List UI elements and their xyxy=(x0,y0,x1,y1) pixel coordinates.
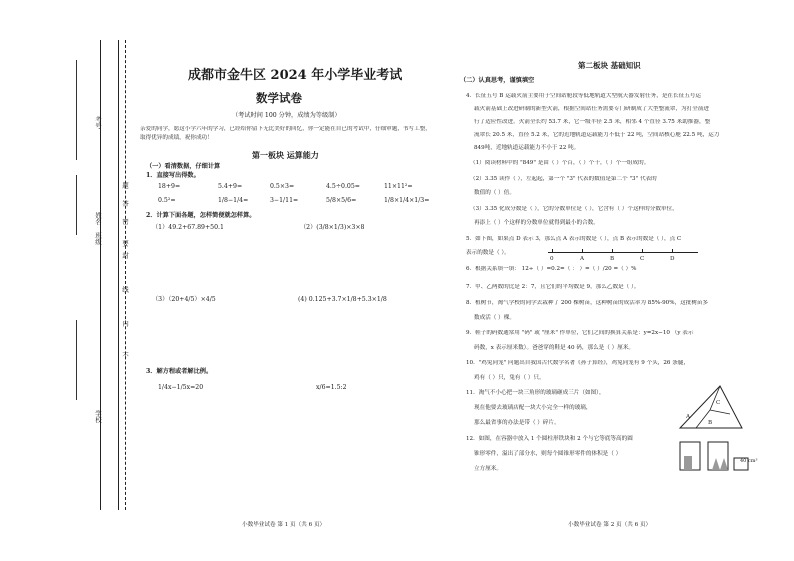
calc-1-4: 4.5÷0.05= xyxy=(326,183,360,190)
seal-6: 要 xyxy=(121,240,129,247)
cylinder-block xyxy=(684,456,692,470)
number-line-axis xyxy=(548,252,698,253)
shard-label-b: B xyxy=(708,420,713,426)
question-3: 3．解方程或者解比例。 xyxy=(146,368,213,375)
q12-line-2: 锥形零件，溢出了部分水，则每个圆锥形零件的体积是（ ） xyxy=(474,451,622,457)
nl-label-d: D xyxy=(670,256,675,262)
tick-b xyxy=(612,249,613,253)
q12-line-3: 立方厘米。 xyxy=(474,466,502,472)
nl-label-0: 0 xyxy=(550,256,554,262)
seal-3: 线 xyxy=(121,286,129,293)
section-1-title: （一）看清数据，仔细计算 xyxy=(146,163,221,170)
label-class: 班级 xyxy=(94,232,102,245)
block-1-title: 第一板块 运算能力 xyxy=(252,150,319,160)
seal-line xyxy=(125,40,126,510)
footer-right: 小数毕业试卷 第 2 页（共 6 页） xyxy=(568,522,652,528)
seal-5: 不 xyxy=(121,352,129,359)
simplify-3: （3）（20+4/5）×4/5 xyxy=(152,296,216,303)
q4-part-2a: （2）3.35 读作（ ），左起起，第一个 "3" 代表的数值是第二个 "3" 代表的 xyxy=(470,176,657,182)
tick-d xyxy=(672,249,673,253)
q4-part-3a: （3）3.35 化成分数是（ ），它的分数单位是（ ），它含有（ ）个这样的分数单位， xyxy=(470,206,678,212)
label-exam-no: 考号 xyxy=(94,116,102,129)
calc-2-2: 1/8−1/4= xyxy=(218,197,249,204)
q5-line-2: 表示的数是（ ）。 xyxy=(466,250,510,256)
exam-note: （考试时间 100 分钟，成绩为等级制） xyxy=(232,112,341,119)
greeting-line-2: 取得优异的成绩，祝你成功！ xyxy=(140,135,213,141)
crack-line-2 xyxy=(710,410,730,414)
q9-line-2: 码数，x 表示厘米数）。爸爸穿的鞋是 40 码，那么是（ ）厘米。 xyxy=(474,345,635,351)
q11-line-3: 那么最省事的办法是带（ ）碎片。 xyxy=(474,420,560,426)
q4-line-5: 849吨，近地轨道运载能力不小于 22 吨。 xyxy=(474,145,580,151)
shard-label-a: A xyxy=(686,414,691,420)
field-name[interactable] xyxy=(76,175,78,235)
q4-line-4: 流罩长 20.5 米，直径 5.2 米，它的近地轨道运载能力不低于 22 吨，空间站核心舱 22.5 吨，运力 xyxy=(474,132,720,138)
q10-line-2: 鸡有（ ）只，兔有（ ）只。 xyxy=(474,375,545,381)
nl-label-a: A xyxy=(580,256,585,262)
field-class[interactable] xyxy=(76,320,78,400)
section-2-title: （二）认真思考，谨慎填空 xyxy=(460,77,535,84)
cone-part-1 xyxy=(712,458,720,470)
q4-line-1: 4．长征五号 B 运载火箭主要用于空间站舱段等低地轨道大型航天器发射任务，是在长征五号运 xyxy=(466,93,701,99)
margin-line-2 xyxy=(118,40,119,510)
calc-1-3: 0.5×3= xyxy=(270,183,295,190)
question-1: 1．直接写出得数。 xyxy=(146,172,200,179)
q4-part-3b: 再添上（ ）个这样的分数单位就得到最小的合数。 xyxy=(474,220,599,226)
footer-left: 小数毕业试卷 第 1 页（共 6 页） xyxy=(242,522,326,528)
question-2: 2．计算下面各题，怎样简便就怎样算。 xyxy=(146,212,256,219)
calc-2-1: 0.5²= xyxy=(158,197,176,204)
calc-1-1: 18+9= xyxy=(158,183,181,190)
cone-part-2 xyxy=(720,458,728,470)
seal-8: 题 xyxy=(121,182,129,189)
q4-part-2b: 数值的（ ）倍。 xyxy=(474,190,515,196)
tick-c xyxy=(642,249,643,253)
tick-a xyxy=(582,249,583,253)
q4-line-2: 载火箭基础上改进研制的新型火箭，根据空间站任务需要专门研制成了大型整流罩，为打全箭进 xyxy=(474,106,709,112)
equation-2: x/6=1.5:2 xyxy=(316,384,347,391)
nl-label-b: B xyxy=(610,256,615,262)
simplify-1: （1）49.2+67.89+50.1 xyxy=(152,224,224,231)
q8-line-1: 8．植树节，淘气学校的同学去栽种了 200 棵树苗，这种树苗的成活率为 85%-90%，这批树苗多 xyxy=(466,300,709,306)
label-name: 姓名 xyxy=(94,212,102,225)
q4-line-3: 行了适应性改进。火箭全长约 53.7 米，它一级半径 2.5 米，相邻 4 个直径 3.75 米助推器，整 xyxy=(474,119,711,125)
calc-1-5: 11×11²= xyxy=(384,183,413,190)
nl-label-c: C xyxy=(640,256,645,262)
greeting-line-1: 亲爱的同学，愿这小学六年的学习，已经给你留下无比美好的回忆，你一定能在自已的考试中，仔细审题，书写工整， xyxy=(140,126,431,132)
q5-line-1: 5．如下图，如果点 D 表示 3，那么点 A 表示的数是（ ），点 B 表示的数是（ ），点 C xyxy=(466,236,682,242)
seal-2: 封 xyxy=(121,252,129,259)
calc-2-3: 3−1/11= xyxy=(270,197,299,204)
q4-part-1: （1）阅读材料中的 "849" 是由（ ）个百，（ ）个十，（ ）个一组成的。 xyxy=(470,160,650,166)
label-school: 学校 xyxy=(94,410,102,423)
q11-line-1: 11．淘气不小心把一块三角形的玻璃砸成三片（如图）， xyxy=(466,390,605,396)
simplify-2: （2）(3/8×1/3)×3×8 xyxy=(300,224,365,231)
simplify-4: (4) 0.125+3.7×1/8+5.3×1/8 xyxy=(298,296,387,303)
q7: 7．甲、乙两数的比是 2：7，且它们的平均数是 9，那么乙数是（ ）。 xyxy=(466,284,640,290)
calc-1-2: 5.4+9= xyxy=(218,183,243,190)
block-2-title: 第二板块 基础知识 xyxy=(578,61,641,70)
field-exam-no[interactable] xyxy=(76,60,78,160)
seal-1: 密 xyxy=(121,218,129,225)
q10-line-1: 10．"鸡兔同笼" 问题出自我国古代数学名著《孙子算经》，鸡兔同笼有 9 个头，26 条腿， xyxy=(466,360,690,366)
container-figure xyxy=(678,438,778,472)
calc-2-4: 5/8×5/6= xyxy=(326,197,357,204)
calc-2-5: 1/8×1/4×1/3= xyxy=(384,197,430,204)
overflow-volume-label: 40 cm³ xyxy=(740,458,758,464)
q8-line-2: 数成活（ ）棵。 xyxy=(474,315,515,321)
q11-line-2: 现在他要去玻璃店配一块大小完全一样的玻璃， xyxy=(474,405,592,411)
seal-4: 内 xyxy=(121,320,129,327)
q12-line-1: 12．如图，在容器中放入 1 个圆柱形铁块和 2 个与它等底等高的圆 xyxy=(466,436,633,442)
shard-label-c: C xyxy=(716,400,721,406)
exam-title: 成都市金牛区 2024 年小学毕业考试 xyxy=(188,68,403,83)
exam-subtitle: 数学试卷 xyxy=(256,91,302,105)
equation-1: 1/4x−1/5x=20 xyxy=(158,384,204,391)
margin-line-1 xyxy=(100,40,101,510)
q6: 6．根据关系填一填： 12÷（ ）=0.2=（ ： ）=（ ）/20 =（ ）% xyxy=(466,266,637,272)
seal-7: 答 xyxy=(121,200,129,207)
tick-0 xyxy=(552,249,553,253)
q9-line-1: 9．鞋子的码数通常用 "码" 或 "厘米" 作单位，它们之间的换算关系是：y=2x−10 （y 表示 xyxy=(466,330,694,336)
